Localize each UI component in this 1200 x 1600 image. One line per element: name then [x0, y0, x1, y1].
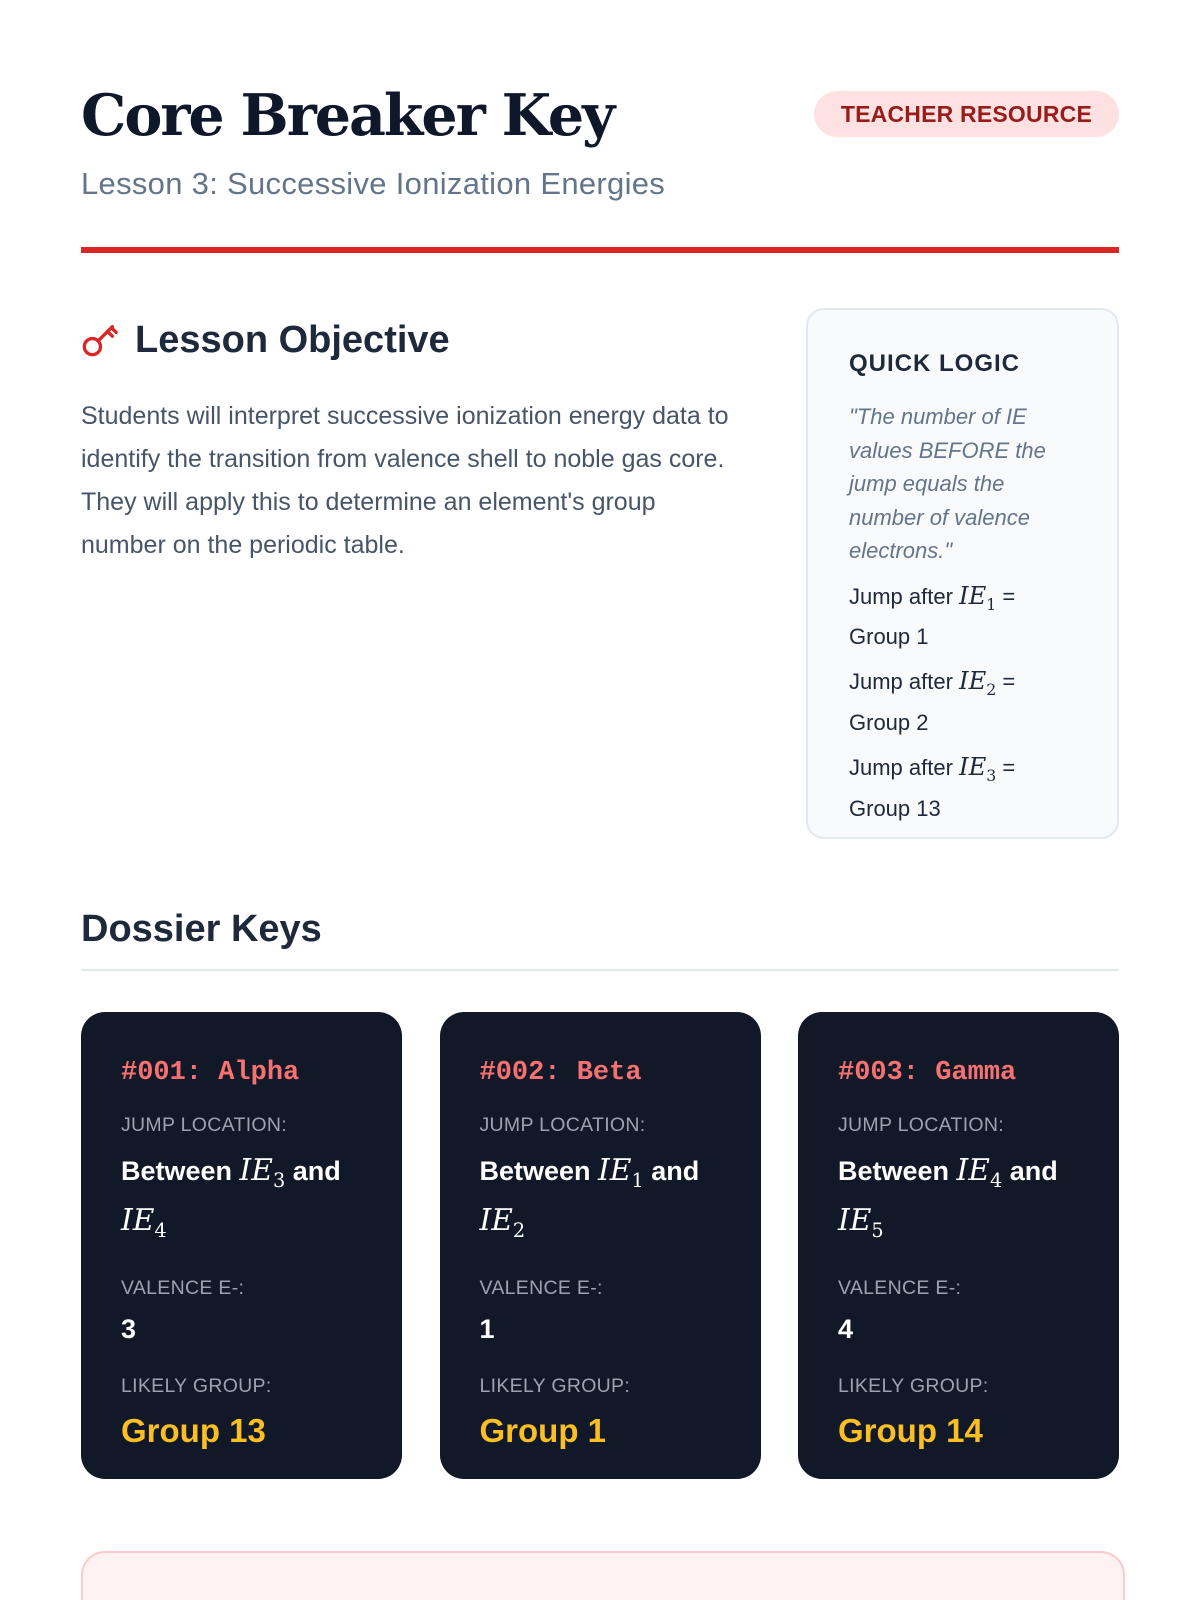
- dossier-cards: [81, 1012, 1119, 1479]
- jump-and-text: and: [285, 1156, 341, 1186]
- ie-subscript: 5: [871, 1218, 884, 1242]
- ie-symbol: [121, 1202, 167, 1242]
- likely-group-label: LIKELY GROUP:: [838, 1374, 989, 1397]
- ie-symbol: [956, 1153, 1003, 1192]
- rule-suffix: = Group 1: [849, 583, 1016, 650]
- valence-label: VALENCE E-:: [121, 1276, 245, 1299]
- page-subtitle: Lesson 3: Successive Ionization Energies: [81, 166, 666, 201]
- dossier-title: Dossier Keys: [81, 908, 1119, 971]
- ie-subscript: 3: [986, 765, 997, 785]
- ie-subscript: 1: [986, 594, 997, 614]
- ie-symbol: [838, 1202, 884, 1242]
- valence-value: 4: [838, 1313, 854, 1344]
- valence-value: 1: [479, 1313, 495, 1344]
- ie-letters: IE: [838, 1202, 872, 1238]
- card-id: #002: Beta: [479, 1058, 642, 1088]
- ie-letters: IE: [959, 753, 987, 782]
- ie-symbol: [598, 1153, 644, 1192]
- dossier-section: [81, 908, 1119, 1479]
- dossier-card-gamma: [798, 1012, 1119, 1479]
- ie-letters: IE: [121, 1202, 155, 1238]
- dossier-card-alpha: [81, 1012, 402, 1479]
- jump-location-label: JUMP LOCATION:: [479, 1114, 646, 1136]
- jump-and-text: and: [1002, 1156, 1058, 1186]
- rule-prefix: Jump after: [849, 669, 960, 695]
- jump-location-value: [838, 1151, 1079, 1251]
- jump-location-value: [480, 1151, 721, 1251]
- quick-logic-rule: [849, 665, 1076, 739]
- jump-between-text: Between: [479, 1156, 599, 1186]
- jump-location-label: JUMP LOCATION:: [838, 1114, 1004, 1136]
- quick-logic-quote: "The number of IE values BEFORE the jump equals the number of valence electrons.": [849, 404, 1046, 563]
- ie-subscript: 4: [989, 1168, 1003, 1192]
- ie-symbol: [959, 667, 997, 700]
- ie-subscript: 2: [512, 1218, 526, 1242]
- ie-letters: IE: [239, 1153, 273, 1188]
- likely-group-label: LIKELY GROUP:: [121, 1374, 272, 1397]
- ie-letters: IE: [956, 1153, 990, 1188]
- likely-group-value: Group 14: [838, 1411, 983, 1449]
- ie-symbol: [959, 581, 997, 614]
- ie-letters: IE: [598, 1153, 632, 1188]
- card-id: #003: Gamma: [838, 1058, 1017, 1088]
- ie-symbol: [959, 753, 997, 785]
- objective-section: [81, 253, 1119, 838]
- objective-text: Students will interpret successive ionization energy data to identify the transition from valence shell to noble gas core. They will apply this to determine an element's group number on the periodic table.: [81, 402, 729, 559]
- key-icon: [81, 321, 119, 359]
- ie-subscript: 2: [986, 680, 997, 700]
- ie-subscript: 3: [272, 1168, 286, 1192]
- quick-logic-card: [806, 308, 1119, 839]
- ie-symbol: [239, 1153, 286, 1192]
- card-id: #001: Alpha: [121, 1058, 300, 1088]
- rule-suffix: = Group 2: [849, 669, 1016, 736]
- ie-subscript: 1: [631, 1168, 644, 1192]
- page-title: Core Breaker Key: [81, 82, 614, 149]
- valence-value: 3: [121, 1313, 137, 1344]
- dossier-card-beta: [440, 1012, 761, 1479]
- valence-label: VALENCE E-:: [838, 1276, 962, 1299]
- objective-heading: [81, 315, 741, 365]
- jump-between-text: Between: [121, 1156, 240, 1186]
- bottom-note-box: [81, 1551, 1125, 1600]
- quick-logic-rule: [849, 751, 1076, 825]
- ie-letters: IE: [959, 581, 987, 610]
- jump-location-value: [121, 1151, 362, 1251]
- ie-letters: IE: [959, 667, 987, 696]
- rule-prefix: Jump after: [849, 755, 960, 781]
- valence-label: VALENCE E-:: [479, 1276, 603, 1299]
- objective-title: Lesson Objective: [135, 318, 450, 361]
- ie-symbol: [479, 1202, 526, 1242]
- rule-prefix: Jump after: [849, 583, 960, 609]
- likely-group-value: Group 13: [121, 1411, 266, 1449]
- rule-suffix: = Group 13: [849, 755, 1016, 821]
- jump-and-text: and: [643, 1156, 700, 1186]
- likely-group-label: LIKELY GROUP:: [479, 1374, 631, 1397]
- jump-between-text: Between: [838, 1156, 957, 1186]
- teacher-resource-badge: TEACHER RESOURCE: [814, 91, 1119, 137]
- lesson-objective: [81, 315, 741, 567]
- jump-location-label: JUMP LOCATION:: [121, 1114, 287, 1136]
- ie-subscript: 4: [154, 1218, 167, 1242]
- likely-group-value: Group 1: [479, 1411, 607, 1449]
- quick-logic-rule: [849, 580, 1076, 654]
- quick-logic-title: QUICK LOGIC: [849, 350, 1020, 377]
- page-header: [81, 0, 1119, 253]
- ie-letters: IE: [479, 1202, 513, 1238]
